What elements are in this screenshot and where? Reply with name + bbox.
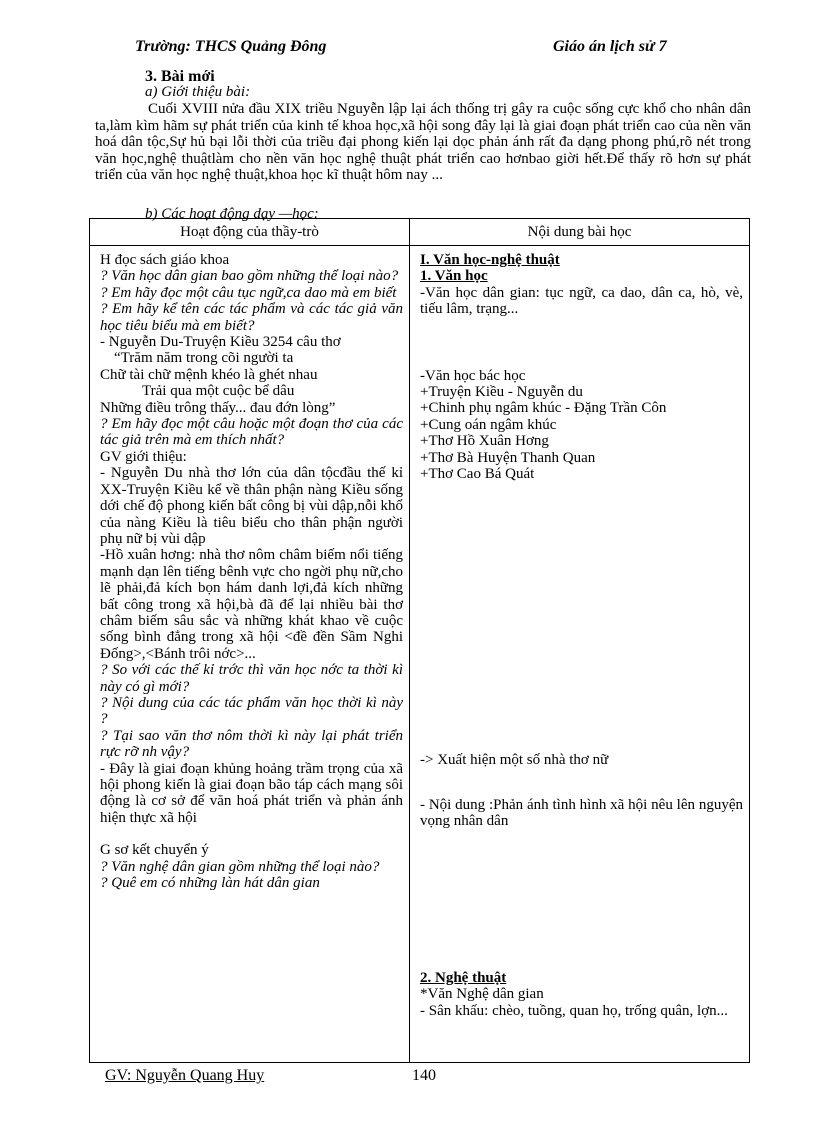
content-heading: 1. Văn học [420,268,488,285]
column-header-content: Nội dung bài học [410,219,750,246]
content-heading: 2. Nghệ thuật [420,969,507,986]
lesson-table [89,218,750,1063]
subsection-activities-heading: b) Các hoạt động dạy —học: [145,206,319,222]
page-number: 140 [412,1067,436,1084]
content-line: +Thơ Cao Bá Quát [420,466,535,483]
activity-line: -Hồ xuân hơng: nhà thơ nôm châm biếm nổi tiếng mạnh dạn lên tiếng bênh vực cho ngời phụ nữ,cho lẽ phải,đả kích bọn hám danh lợi,đả kích những bất công trong xã hội,bà đã để lại nhiều bài thơ châm biếm sâu sắc và những khát khao về cuộc sống bình đẳng trong xã hội <đề đền Sầm Nghi Đống>,<Bánh trôi nớc>... [100,547,403,662]
intro-paragraph: Cuối XVIII nửa đầu XIX triều Nguyễn lập lại ách thống trị gây ra cuộc sống cực khổ cho nhân dân ta,làm kìm hãm sự phát triển của kinh tế khoa học,xã hội song đây lại là giai đoạn phát triển cao của nền văn hoá dân tộc,Sự hủ bại lỗi thời của triều đại phong kiến lại dọc phản ánh rất đa dạng phong phú,rõ nét trong văn học,nghệ thuậtlàm cho nền văn học nghệ thuật phát triển cao hơnbao giời hết.Để thấy rõ hơn sự phát triển của văn học nghệ thuật,khoa học kĩ thuật hôm nay ... [95,101,751,184]
activity-line: - Nguyễn Du-Truyện Kiều 3254 câu thơ [100,334,341,351]
content-line: -Văn học dân gian: tục ngữ, ca dao, dân ca, hò, vè, tiếu lâm, trạng... [420,284,743,318]
header-subject: Giáo án lịch sử 7 [553,38,667,55]
activity-line: - Đây là giai đoạn khủng hoảng trầm trọng của xã hội phong kiến là giai đoạn bão táp cách mạng sôi động là cơ sở để văn hoá phát triển và phản ánh hiện thực xã hội [100,760,403,826]
activity-line: G sơ kết chuyển ý [100,842,209,859]
activity-line: - Nguyễn Du nhà thơ lớn của dân tộcđầu thế kỉ XX-Truyện Kiều kể về thân phận nàng Kiều sống dới chế độ phong kiến bất công bị vùi dập,nỗi khổ của nàng Kiều là tiêu biểu cho thân phận người phụ nữ bị vùi dập [100,465,403,547]
question-line: ? Em hãy đọc một câu tục ngữ,ca dao mà em biết [100,284,397,301]
section-title: 3. Bài mới [145,68,215,85]
poem-line: Những điều trông thấy... đau đớn lòng” [100,399,336,416]
question-line: ? Quê em có những làn hát dân gian [100,875,320,892]
content-heading: I. Văn học-nghệ thuật [420,252,560,268]
activity-line: GV giới thiệu: [100,448,187,465]
activities-cell [90,246,410,1063]
header-school: Trường: THCS Quảng Đông [135,38,327,55]
poem-line: Trải qua một cuộc bể dâu [142,383,295,400]
activity-line: H đọc sách giáo khoa [100,252,230,268]
question-line: ? Em hãy kể tên các tác phẩm và các tác giả văn học tiêu biểu mà em biết? [100,301,403,334]
content-line: +Truyện Kiều - Nguyễn du [420,384,583,401]
content-cell [410,246,750,1063]
content-line: -> Xuất hiện một số nhà thơ nữ [420,752,609,769]
poem-line: “Trăm năm trong cõi người ta [114,350,294,367]
content-line: +Chinh phụ ngâm khúc - Đặng Trần Côn [420,400,667,417]
question-line: ? Văn học dân gian bao gồm những thể loại nào? [100,268,399,285]
question-line: ? Văn nghệ dân gian gồm những thể loại nào? [100,858,380,875]
question-line: ? So với các thế kỉ trớc thì văn học nớc ta thời kì này có gì mới? [100,662,403,695]
content-line: +Cung oán ngâm khúc [420,416,557,433]
column-header-activities: Hoạt động của thầy-trò [90,219,410,246]
subsection-intro-heading: a) Giới thiệu bài: [145,84,251,100]
content-line: - Nội dung :Phản ánh tình hình xã hội nêu lên nguyện vọng nhân dân [420,796,743,830]
content-line: +Thơ Bà Huyện Thanh Quan [420,449,596,466]
question-line: ? Nội dung của các tác phẩm văn học thời kì này ? [100,694,403,728]
question-line: ? Em hãy đọc một câu hoặc một đoạn thơ của các tác giả trên mà em thích nhất? [100,416,403,449]
content-line: *Văn Nghệ dân gian [420,986,544,1003]
content-line: +Thơ Hồ Xuân Hơng [420,433,549,450]
content-line: - Sân khấu: chèo, tuồng, quan họ, trống quân, lợn... [420,1002,728,1019]
poem-line: Chữ tài chữ mệnh khéo là ghét nhau [100,366,318,383]
question-line: ? Tại sao văn thơ nôm thời kì này lại phát triển rực rỡ nh vậy? [100,727,403,761]
content-line: -Văn học bác học [420,367,526,384]
footer-teacher: GV: Nguyễn Quang Huy [105,1067,265,1084]
